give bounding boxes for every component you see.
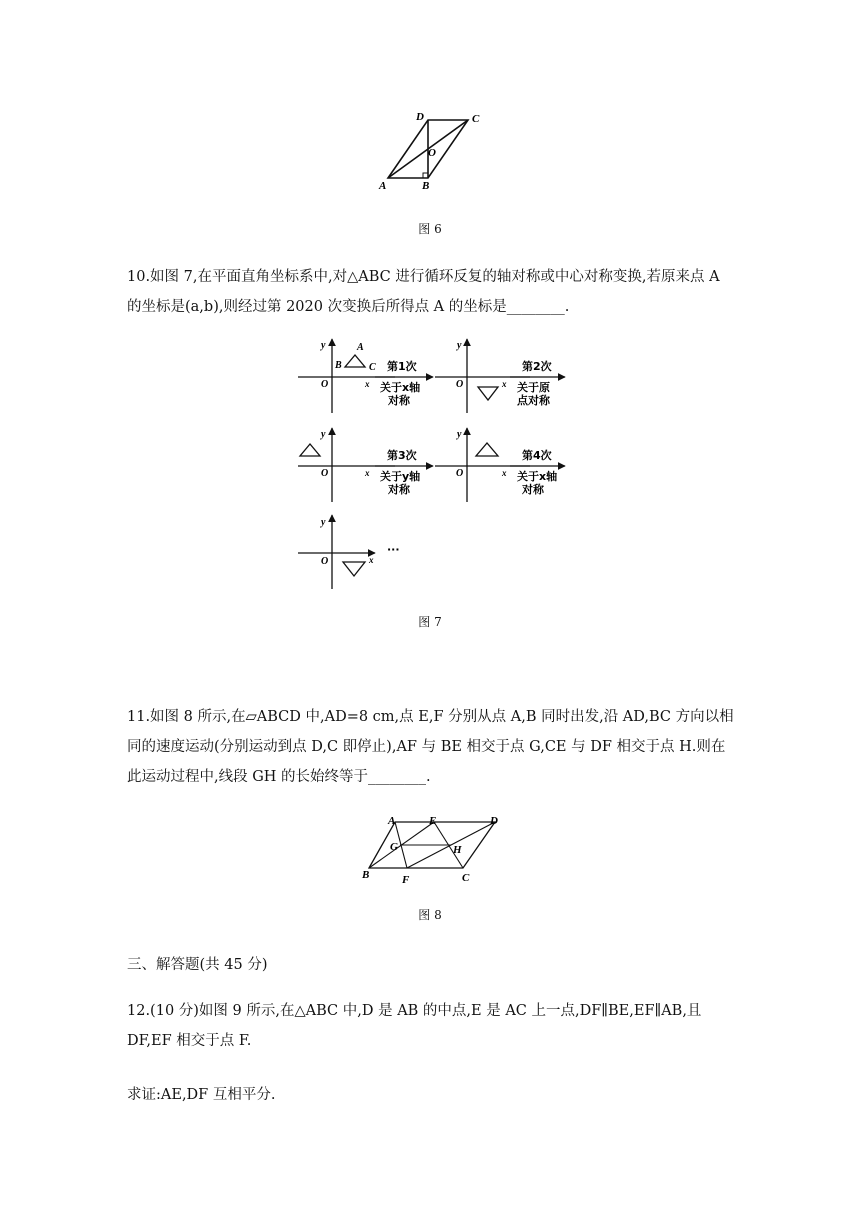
question-11: 11.如图 8 所示,在▱ABCD 中,AD=8 cm,点 E,F 分别从点 A,B 同时出发,沿 AD,BC 方向以相同的速度运动(分别运动到点 D,C 即停止),AF 与 BE 相交于点 G,CE 与 DF 相交于点 H.则在此运动过程中,线段 GH 的长始终等于________. xyxy=(127,709,734,785)
step-3-line1: 关于y轴 xyxy=(380,470,421,483)
label-D: D xyxy=(490,815,498,827)
step-1-line2: 对称 xyxy=(388,394,410,407)
label-D: D xyxy=(416,111,424,123)
figure-7-caption: 图 7 xyxy=(418,615,442,629)
label-H: H xyxy=(453,844,462,856)
label-F: F xyxy=(402,874,410,886)
figure-6-drawing xyxy=(370,105,500,195)
step-1-label: 第1次 xyxy=(387,360,417,373)
panel-1 xyxy=(298,339,433,413)
axis-x-label: x xyxy=(365,468,370,478)
figure-8-caption: 图 8 xyxy=(418,908,442,922)
step-4-line2: 对称 xyxy=(522,483,544,496)
ellipsis: ··· xyxy=(387,543,400,556)
figure-7 xyxy=(295,335,575,595)
axis-x-label: x xyxy=(369,555,374,565)
triangle-label-C: C xyxy=(369,362,376,373)
origin-label: O xyxy=(321,468,329,479)
panel-2 xyxy=(435,339,565,413)
axis-y-label: y xyxy=(321,517,326,528)
question-12: 12.(10 分)如图 9 所示,在△ABC 中,D 是 AB 的中点,E 是 AC 上一点,DF∥BE,EF∥AB,且 DF,EF 相交于点 F. xyxy=(127,1003,702,1049)
step-2-line2: 点对称 xyxy=(517,394,550,407)
figure-7-drawing xyxy=(295,335,575,595)
label-O: O xyxy=(428,147,436,159)
question-10: 10.如图 7,在平面直角坐标系中,对△ABC 进行循环反复的轴对称或中心对称变换,若原来点 A 的坐标是(a,b),则经过第 2020 次变换后所得点 A 的坐标是________. xyxy=(127,269,720,315)
axis-y-label: y xyxy=(321,429,326,440)
label-E: E xyxy=(429,815,437,827)
triangle-label-A: A xyxy=(357,342,364,353)
step-4-label: 第4次 xyxy=(522,449,552,462)
figure-6 xyxy=(370,105,500,195)
step-4-line1: 关于x轴 xyxy=(517,470,558,483)
origin-label: O xyxy=(456,468,464,479)
label-C: C xyxy=(472,113,480,125)
triangle-label-B: B xyxy=(335,360,342,371)
question-12-prove: 求证:AE,DF 互相平分. xyxy=(127,1087,276,1103)
figure-8-drawing xyxy=(355,810,515,890)
section-3-title: 三、解答题(共 45 分) xyxy=(127,957,268,973)
label-C: C xyxy=(462,872,470,884)
label-A: A xyxy=(388,815,396,827)
step-1-line1: 关于x轴 xyxy=(380,381,421,394)
figure-6-caption: 图 6 xyxy=(418,222,442,236)
step-3-label: 第3次 xyxy=(387,449,417,462)
step-2-label: 第2次 xyxy=(522,360,552,373)
axis-x-label: x xyxy=(502,379,507,389)
step-3-line2: 对称 xyxy=(388,483,410,496)
axis-x-label: x xyxy=(365,379,370,389)
figure-8 xyxy=(355,810,515,890)
origin-label: O xyxy=(456,379,464,390)
label-A: A xyxy=(379,180,387,192)
label-G: G xyxy=(390,841,398,853)
label-B: B xyxy=(422,180,430,192)
axis-y-label: y xyxy=(457,429,462,440)
axis-y-label: y xyxy=(321,340,326,351)
origin-label: O xyxy=(321,556,329,567)
axis-y-label: y xyxy=(457,340,462,351)
panel-3 xyxy=(298,428,433,502)
panel-5 xyxy=(298,515,400,589)
step-2-line1: 关于原 xyxy=(517,381,550,394)
label-B: B xyxy=(362,869,370,881)
origin-label: O xyxy=(321,379,329,390)
axis-x-label: x xyxy=(502,468,507,478)
panel-4 xyxy=(435,428,565,502)
